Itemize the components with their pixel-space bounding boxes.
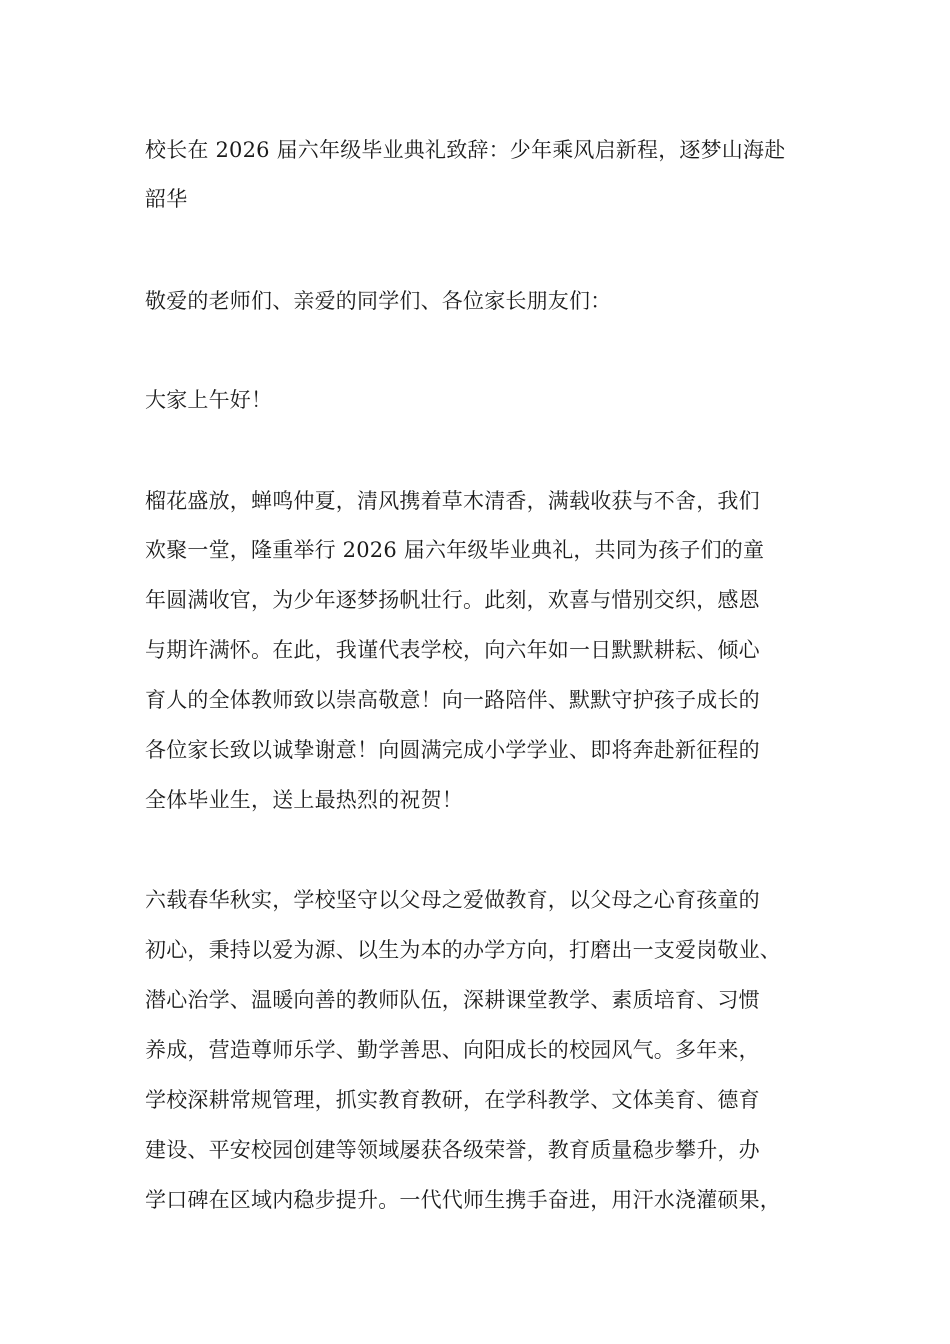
salutation: 敬爱的老师们、亲爱的同学们、各位家长朋友们： <box>145 289 612 313</box>
paragraph-2-line: 养成，营造尊师乐学、勤学善思、向阳成长的校园风气。多年来， <box>145 1038 760 1062</box>
paragraph-1-line: 欢聚一堂，隆重举行 2026 届六年级毕业典礼，共同为孩子们的童 <box>145 538 765 562</box>
paragraph-1-line: 各位家长致以诚挚谢意！向圆满完成小学学业、即将奔赴新征程的 <box>145 738 760 762</box>
title-line-1: 校长在 2026 届六年级毕业典礼致辞：少年乘风启新程，逐梦山海赴 <box>145 138 786 162</box>
paragraph-1-line: 年圆满收官，为少年逐梦扬帆壮行。此刻，欢喜与惜别交织，感恩 <box>145 588 760 612</box>
paragraph-2-line: 初心，秉持以爱为源、以生为本的办学方向，打磨出一支爱岗敬业、 <box>145 938 781 962</box>
paragraph-2-line: 学校深耕常规管理，抓实教育教研，在学科教学、文体美育、德育 <box>145 1088 760 1112</box>
paragraph-2-line: 六载春华秋实，学校坚守以父母之爱做教育，以父母之心育孩童的 <box>145 888 760 912</box>
paragraph-1-line: 榴花盛放，蝉鸣仲夏，清风携着草木清香，满载收获与不舍，我们 <box>145 489 760 513</box>
paragraph-2-line: 学口碑在区域内稳步提升。一代代师生携手奋进，用汗水浇灌硕果， <box>145 1188 781 1212</box>
paragraph-1-line: 全体毕业生，送上最热烈的祝贺！ <box>145 788 463 812</box>
title-line-2: 韶华 <box>145 187 188 211</box>
paragraph-1-line: 与期许满怀。在此，我谨代表学校，向六年如一日默默耕耘、倾心 <box>145 638 760 662</box>
paragraph-1-line: 育人的全体教师致以崇高敬意！向一路陪伴、默默守护孩子成长的 <box>145 688 760 712</box>
greeting: 大家上午好！ <box>145 388 273 412</box>
paragraph-2-line: 潜心治学、温暖向善的教师队伍，深耕课堂教学、素质培育、习惯 <box>145 988 760 1012</box>
paragraph-2-line: 建设、平安校园创建等领域屡获各级荣誉，教育质量稳步攀升，办 <box>145 1138 760 1162</box>
